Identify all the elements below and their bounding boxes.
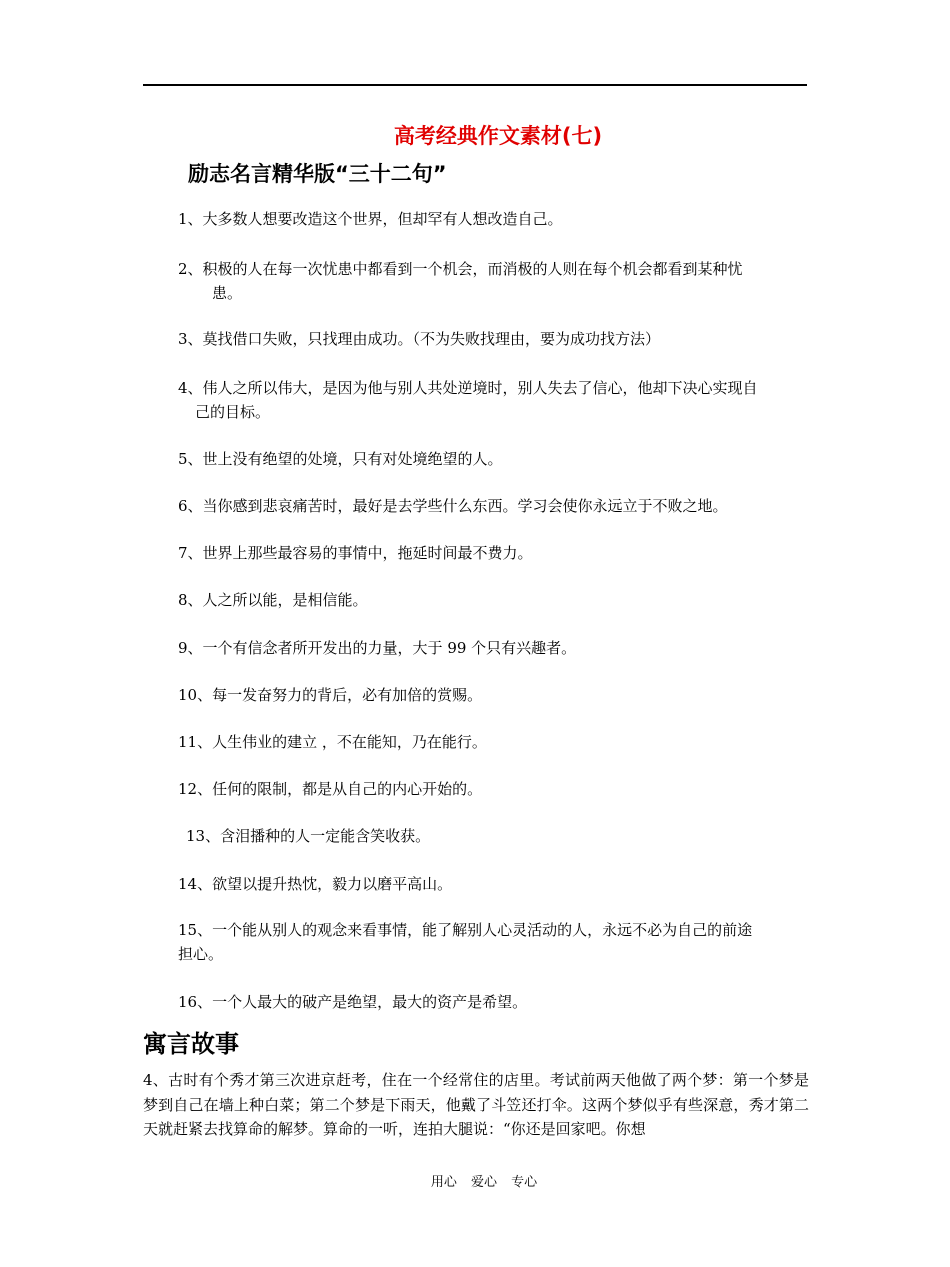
- quote-item: [178, 683, 482, 707]
- quote-text: 含泪播种的人一定能含笑收获。: [220, 827, 431, 845]
- section-heading: 寓言故事: [143, 1030, 239, 1058]
- quote-number: 1、: [178, 210, 203, 228]
- quote-text: 世界上那些最容易的事情中，拖延时间最不费力。: [202, 544, 533, 562]
- quote-text: 任何的限制，都是从自己的内心开始的。: [212, 780, 483, 798]
- quote-number: 14、: [178, 875, 213, 893]
- quote-number: 4、: [178, 379, 203, 397]
- quote-item: [178, 327, 660, 351]
- quote-text: 大多数人想要改造这个世界，但却罕有人想改造自己。: [202, 210, 563, 228]
- quote-text: 一个人最大的破产是绝望，最大的资产是希望。: [212, 993, 528, 1011]
- quote-text: 一个能从别人的观念来看事情，能了解别人心灵活动的人，永远不必为自己的前途: [212, 921, 753, 939]
- quote-number: 16、: [178, 993, 213, 1011]
- document-subtitle: 励志名言精华版“三十二句”: [188, 162, 447, 186]
- quote-item: [178, 777, 482, 801]
- quote-item: [178, 636, 576, 660]
- quote-text: 莫找借口失败，只找理由成功。（不为失败找理由，要为成功找方法）: [202, 330, 661, 348]
- quote-number: 5、: [178, 450, 203, 468]
- quote-number: 12、: [178, 780, 213, 798]
- quote-item: [178, 447, 503, 471]
- quote-text: 每一发奋努力的背后，必有加倍的赏赐。: [212, 686, 483, 704]
- quote-item: [178, 990, 527, 1014]
- quote-number: 15、: [178, 921, 213, 939]
- quote-number: 9、: [178, 639, 203, 657]
- quote-text: 世上没有绝望的处境，只有对处境绝望的人。: [202, 450, 503, 468]
- quote-text: 一个有信念者所开发出的力量，大于 99 个只有兴趣者。: [202, 639, 577, 657]
- quote-item: [178, 872, 452, 896]
- quote-number: 3、: [178, 330, 203, 348]
- quote-text: 人之所以能，是相信能。: [202, 591, 368, 609]
- quote-text: 当你感到悲哀痛苦时，最好是去学些什么东西。学习会使你永远立于不败之地。: [202, 497, 728, 515]
- quote-number: 13、: [186, 827, 221, 845]
- quote-item: [178, 588, 368, 612]
- quote-number: 8、: [178, 591, 203, 609]
- quote-item: [178, 730, 487, 754]
- quote-text: 积极的人在每一次忧患中都看到一个机会，而消极的人则在每个机会都看到某种忧: [202, 260, 743, 278]
- quote-continuation: 己的目标。: [195, 403, 271, 421]
- quote-item: [186, 824, 430, 848]
- quote-item: [178, 918, 752, 966]
- quote-text: 人生伟业的建立 ，不在能知，乃在能行。: [212, 733, 487, 751]
- document-title: 高考经典作文素材(七): [393, 124, 603, 148]
- quote-number: 6、: [178, 497, 203, 515]
- quote-continuation: 患。: [212, 284, 243, 302]
- quote-item: [178, 494, 728, 518]
- story-paragraph: 4、古时有个秀才第三次进京赶考，住在一个经常住的店里。考试前两天他做了两个梦：第一个梦是梦到自己在墙上种白菜；第二个梦是下雨天，他戴了斗笠还打伞。这两个梦似乎有些深意，秀才第二天就赶紧去找算命的解梦。算命的一听，连拍大腿说：“你还是回家吧。你想: [143, 1071, 809, 1138]
- quote-text: 伟人之所以伟大，是因为他与别人共处逆境时，别人失去了信心，他却下决心实现自: [202, 379, 758, 397]
- quote-continuation: 担心。: [178, 945, 224, 963]
- quote-number: 10、: [178, 686, 213, 704]
- quote-item: [178, 541, 533, 565]
- header-rule: [143, 84, 807, 86]
- quote-text: 欲望以提升热忱，毅力以磨平高山。: [212, 875, 453, 893]
- quote-item: [178, 376, 758, 424]
- page-footer: 用心 爱心 专心: [430, 1175, 538, 1190]
- quote-item: [178, 257, 743, 305]
- quote-item: [178, 207, 563, 231]
- quote-number: 7、: [178, 544, 203, 562]
- quote-number: 11、: [178, 733, 213, 751]
- quote-number: 2、: [178, 260, 203, 278]
